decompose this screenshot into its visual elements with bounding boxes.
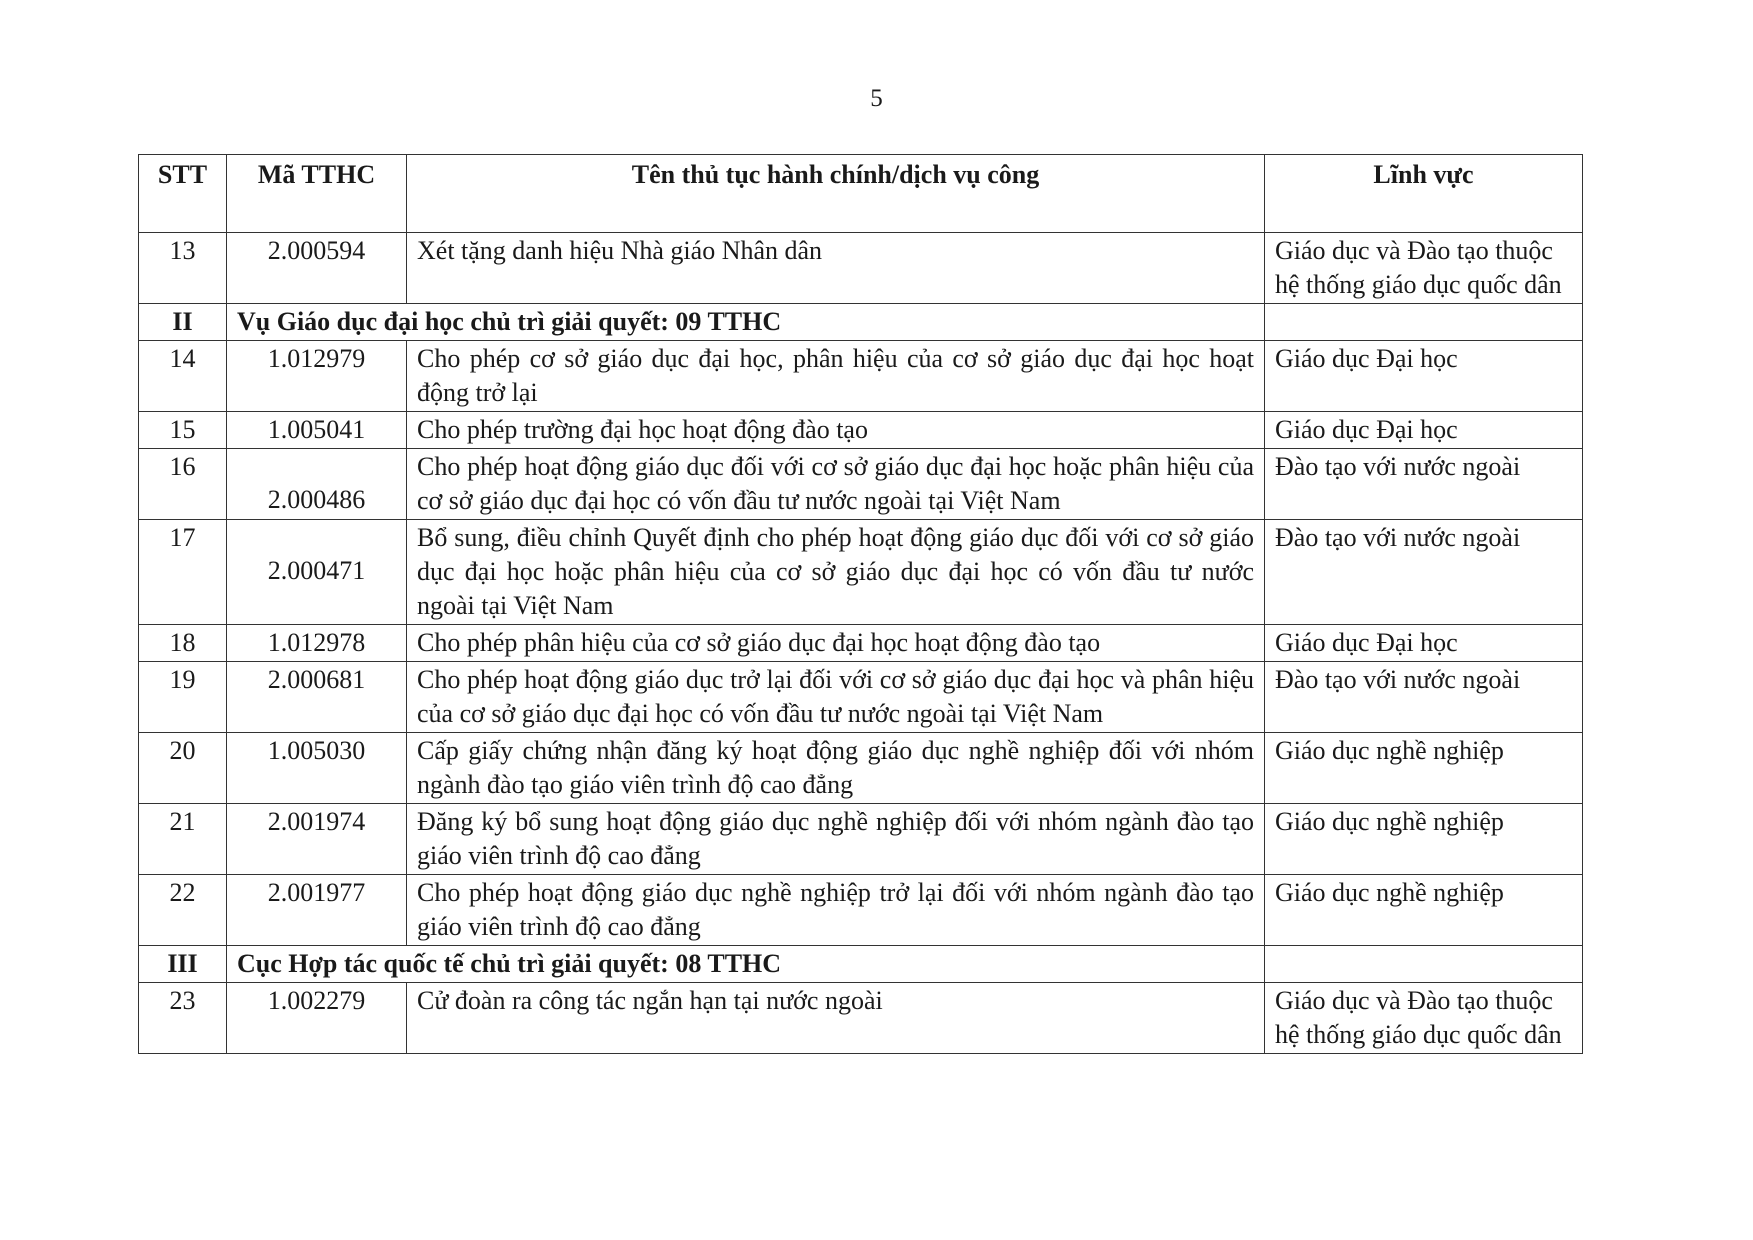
cell-code: 2.000594 <box>227 233 407 304</box>
cell-stt: 22 <box>139 875 227 946</box>
cell-field: Đào tạo với nước ngoài <box>1265 520 1583 625</box>
page-number: 5 <box>870 85 883 112</box>
header-stt: STT <box>139 155 227 233</box>
cell-code: 1.002279 <box>227 983 407 1054</box>
section-empty-cell <box>1265 304 1583 341</box>
table-row <box>139 733 1583 804</box>
cell-field: Giáo dục nghề nghiệp <box>1265 733 1583 804</box>
cell-stt: 19 <box>139 662 227 733</box>
table-row <box>139 449 1583 520</box>
table-body <box>139 233 1583 1054</box>
table-row <box>139 520 1583 625</box>
cell-code: 1.005030 <box>227 733 407 804</box>
cell-stt: 16 <box>139 449 227 520</box>
cell-name: Cho phép cơ sở giáo dục đại học, phân hiệu của cơ sở giáo dục đại học hoạt động trở lại <box>407 341 1265 412</box>
table-row <box>139 341 1583 412</box>
cell-stt: 18 <box>139 625 227 662</box>
cell-field: Giáo dục Đại học <box>1265 625 1583 662</box>
table-row <box>139 625 1583 662</box>
cell-name: Xét tặng danh hiệu Nhà giáo Nhân dân <box>407 233 1265 304</box>
table-row <box>139 983 1583 1054</box>
cell-stt: 21 <box>139 804 227 875</box>
section-row <box>139 946 1583 983</box>
cell-field: Giáo dục Đại học <box>1265 341 1583 412</box>
header-name: Tên thủ tục hành chính/dịch vụ công <box>407 155 1265 233</box>
section-number: II <box>139 304 227 341</box>
cell-code: 2.001977 <box>227 875 407 946</box>
section-empty-cell <box>1265 946 1583 983</box>
cell-stt: 20 <box>139 733 227 804</box>
cell-field: Giáo dục và Đào tạo thuộc hệ thống giáo dục quốc dân <box>1265 233 1583 304</box>
cell-field: Giáo dục và Đào tạo thuộc hệ thống giáo dục quốc dân <box>1265 983 1583 1054</box>
cell-stt: 17 <box>139 520 227 625</box>
cell-code: 1.012978 <box>227 625 407 662</box>
table-row <box>139 804 1583 875</box>
section-row <box>139 304 1583 341</box>
cell-stt: 13 <box>139 233 227 304</box>
table-row <box>139 412 1583 449</box>
cell-field: Đào tạo với nước ngoài <box>1265 449 1583 520</box>
cell-code: 1.005041 <box>227 412 407 449</box>
cell-name: Cho phép hoạt động giáo dục nghề nghiệp trở lại đối với nhóm ngành đào tạo giáo viên trình độ cao đẳng <box>407 875 1265 946</box>
cell-name: Cho phép hoạt động giáo dục trở lại đối với cơ sở giáo dục đại học và phân hiệu của cơ sở giáo dục đại học có vốn đầu tư nước ngoài tại Việt Nam <box>407 662 1265 733</box>
cell-code: 2.000471 <box>227 520 407 625</box>
cell-name: Cử đoàn ra công tác ngắn hạn tại nước ngoài <box>407 983 1265 1054</box>
section-number: III <box>139 946 227 983</box>
table-header-row <box>139 155 1583 233</box>
cell-name: Cho phép phân hiệu của cơ sở giáo dục đại học hoạt động đào tạo <box>407 625 1265 662</box>
cell-stt: 15 <box>139 412 227 449</box>
header-field: Lĩnh vực <box>1265 155 1583 233</box>
cell-field: Giáo dục Đại học <box>1265 412 1583 449</box>
table-row <box>139 875 1583 946</box>
section-title: Vụ Giáo dục đại học chủ trì giải quyết: 09 TTHC <box>227 304 1265 341</box>
cell-field: Giáo dục nghề nghiệp <box>1265 804 1583 875</box>
table-row <box>139 233 1583 304</box>
header-code: Mã TTHC <box>227 155 407 233</box>
cell-stt: 23 <box>139 983 227 1054</box>
cell-code: 1.012979 <box>227 341 407 412</box>
cell-code: 2.000486 <box>227 449 407 520</box>
cell-code: 2.000681 <box>227 662 407 733</box>
cell-code: 2.001974 <box>227 804 407 875</box>
table-row <box>139 662 1583 733</box>
cell-name: Cấp giấy chứng nhận đăng ký hoạt động giáo dục nghề nghiệp đối với nhóm ngành đào tạo giáo viên trình độ cao đẳng <box>407 733 1265 804</box>
cell-field: Đào tạo với nước ngoài <box>1265 662 1583 733</box>
section-title: Cục Hợp tác quốc tế chủ trì giải quyết: 08 TTHC <box>227 946 1265 983</box>
cell-name: Cho phép trường đại học hoạt động đào tạo <box>407 412 1265 449</box>
cell-stt: 14 <box>139 341 227 412</box>
cell-name: Bổ sung, điều chỉnh Quyết định cho phép hoạt động giáo dục đối với cơ sở giáo dục đại học hoặc phân hiệu của cơ sở giáo dục đại học có vốn đầu tư nước ngoài tại Việt Nam <box>407 520 1265 625</box>
cell-field: Giáo dục nghề nghiệp <box>1265 875 1583 946</box>
cell-name: Cho phép hoạt động giáo dục đối với cơ sở giáo dục đại học hoặc phân hiệu của cơ sở giáo dục đại học có vốn đầu tư nước ngoài tại Việt Nam <box>407 449 1265 520</box>
procedures-table <box>138 154 1583 1054</box>
cell-name: Đăng ký bổ sung hoạt động giáo dục nghề nghiệp đối với nhóm ngành đào tạo giáo viên trình độ cao đẳng <box>407 804 1265 875</box>
